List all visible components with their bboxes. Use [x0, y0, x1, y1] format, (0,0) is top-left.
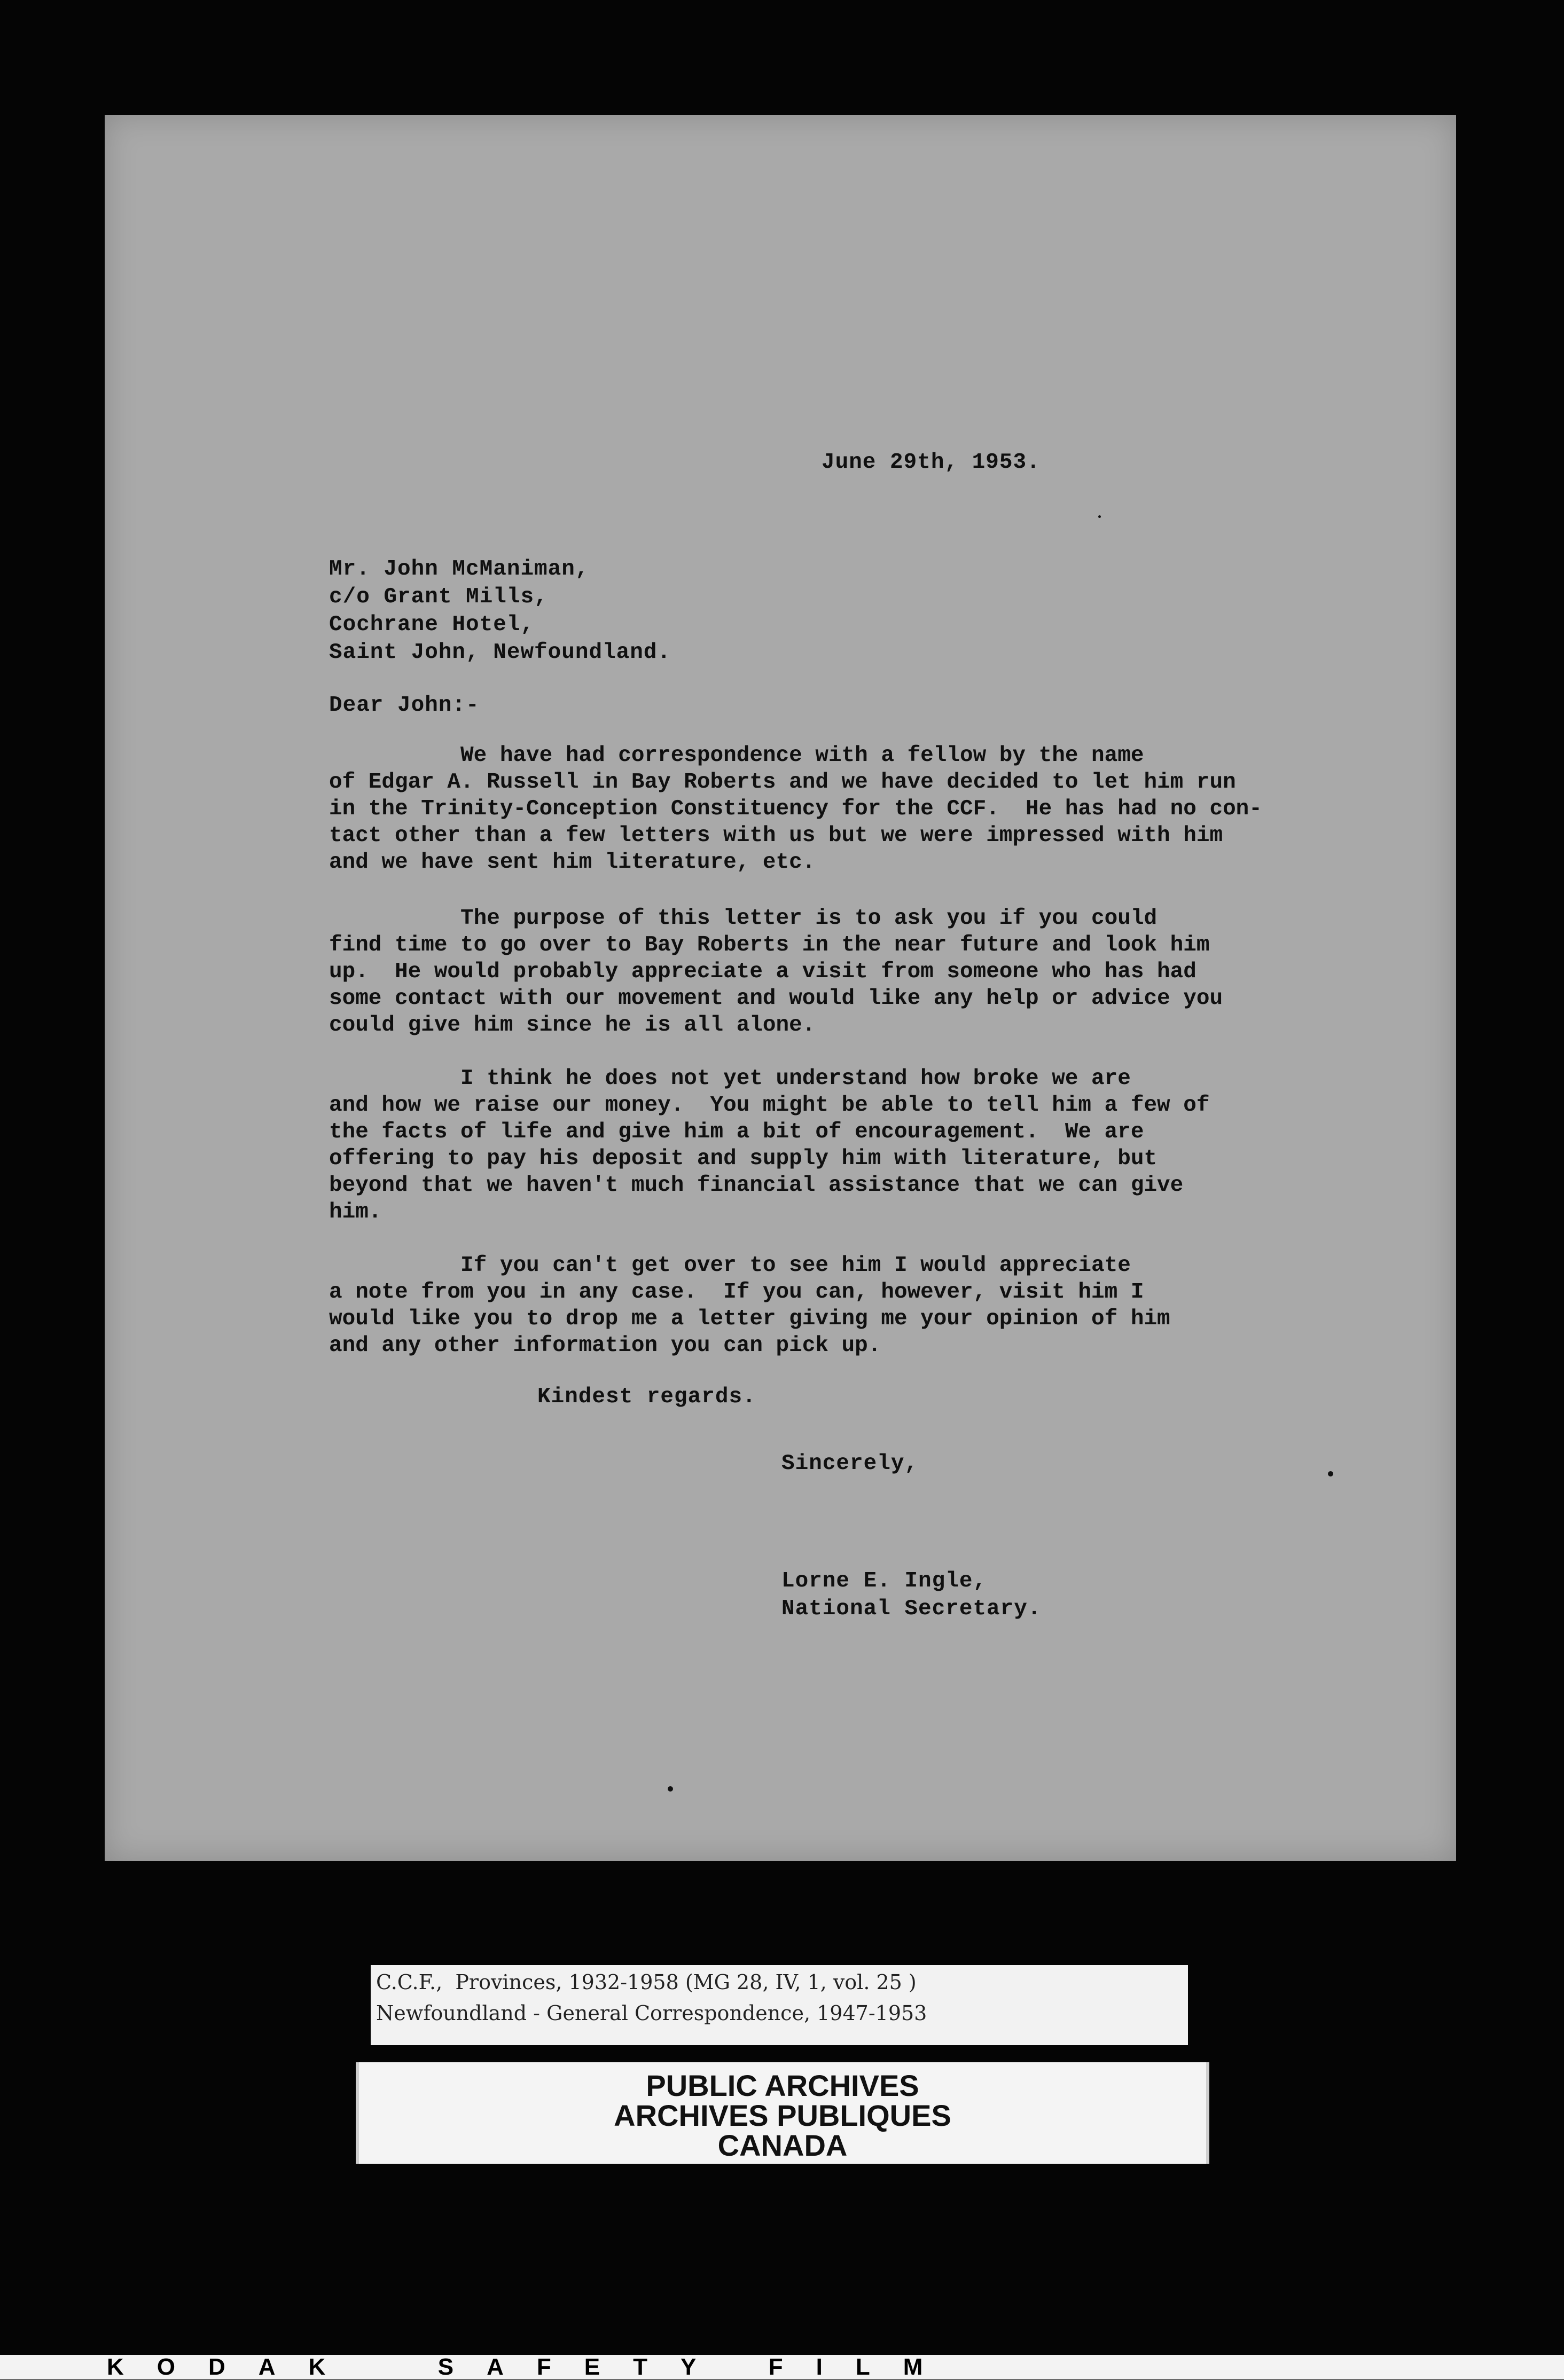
film-edge-text: KODAK SAFETY FILM: [107, 2354, 956, 2380]
body-paragraph: If you can't get over to see him I would appreciate a note from you in any case. If you can, however, visit him I would like you to drop me a letter giving me your opinion of him and any other information you can pick up.: [329, 1253, 1170, 1358]
signoff: Sincerely,: [781, 1451, 919, 1476]
signature-block: [781, 1567, 1041, 1623]
closing-line: Kindest regards.: [537, 1385, 756, 1409]
salutation: Dear John:-: [329, 693, 480, 718]
catalog-reference: C.C.F., Provinces, 1932-1958 (MG 28, IV, 1, vol. 25 ): [376, 1970, 917, 1994]
stamp-line: CANADA: [717, 2128, 848, 2162]
address-line: Mr. John McManiman,: [329, 557, 589, 582]
paper-speck: [1098, 515, 1101, 518]
paper-speck: [1328, 1471, 1333, 1476]
address-line: c/o Grant Mills,: [329, 585, 548, 609]
stamp-line: PUBLIC ARCHIVES: [646, 2069, 919, 2102]
catalog-card: [371, 1965, 1188, 2045]
recipient-address: [329, 555, 671, 666]
stamp-line: ARCHIVES PUBLIQUES: [614, 2099, 951, 2132]
film-edge-strip: [0, 2355, 1564, 2379]
archives-stamp: [356, 2062, 1209, 2164]
body-paragraph: The purpose of this letter is to ask you if you could find time to go over to Bay Roberts in the near future and look him up. He would probably appreciate a visit from someone who has had some contact with our movement and would like any help or advice you could give him since he is all alone.: [329, 906, 1223, 1038]
letter-date: June 29th, 1953.: [822, 450, 1041, 475]
body-paragraph: I think he does not yet understand how broke we are and how we raise our money. You might be able to tell him a few of the facts of life and give him a bit of encouragement. We are offering to pay his deposit and supply him with literature, but beyond that we haven't much financial assistance that we can give him.: [329, 1066, 1210, 1224]
paper-speck: [668, 1786, 673, 1792]
body-paragraph: We have had correspondence with a fellow by the name of Edgar A. Russell in Bay Roberts and we have decided to let him run in the Trinity-Conception Constituency for the CCF. He has had no con- tact other than a few letters with us but we were impressed with him and we have sent him literature, etc.: [329, 743, 1262, 875]
address-line: Saint John, Newfoundland.: [329, 640, 671, 665]
catalog-description: Newfoundland - General Correspondence, 1947-1953: [376, 2001, 927, 2025]
signature-title: National Secretary.: [781, 1597, 1042, 1621]
letter-sheet: [105, 115, 1456, 1861]
address-line: Cochrane Hotel,: [329, 612, 535, 637]
signature-name: Lorne E. Ingle,: [781, 1569, 987, 1593]
